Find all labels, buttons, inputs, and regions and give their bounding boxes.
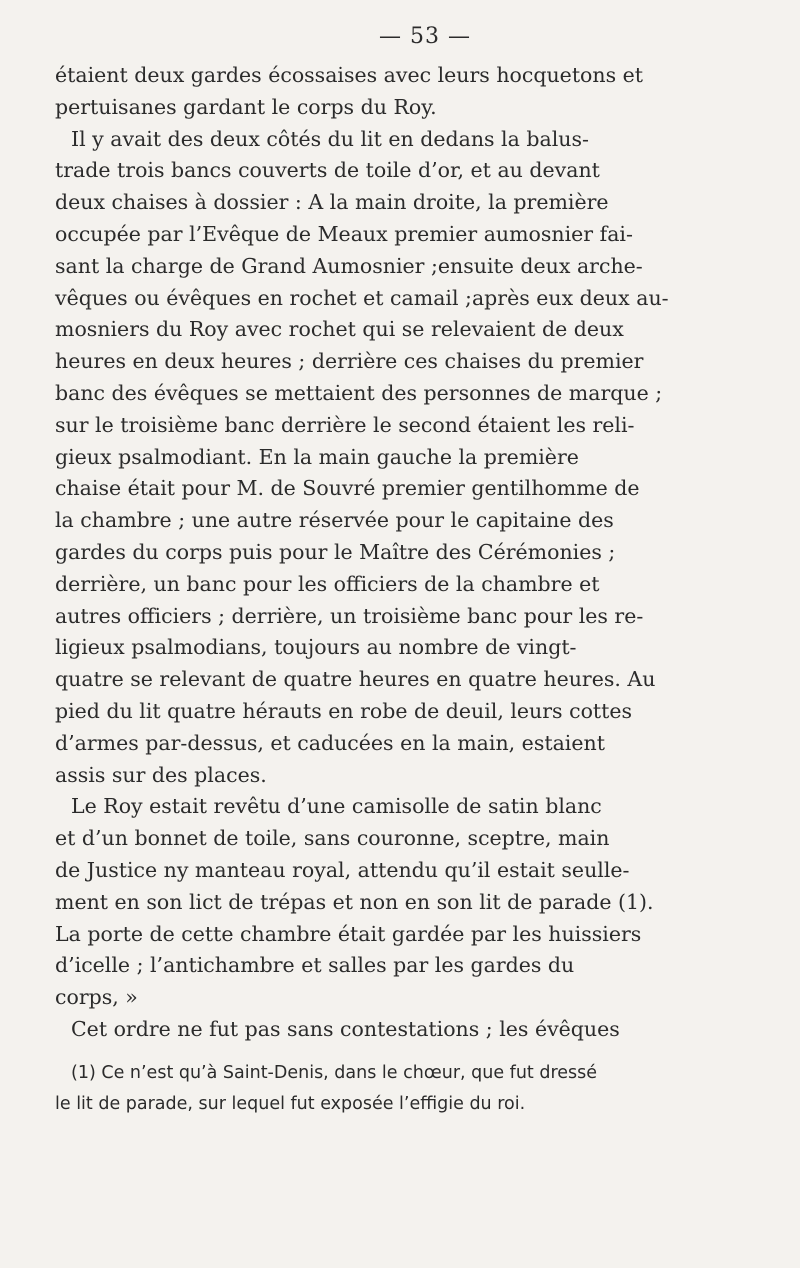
text-line: heures en deux heures ; derrière ces chaises du premier <box>55 349 644 374</box>
text-line: mosniers du Roy avec rochet qui se relevaient de deux <box>55 317 624 342</box>
footnote <box>55 1058 755 1120</box>
text-line: banc des évêques se mettaient des personnes de marque ; <box>55 380 663 405</box>
text-line: ment en son lict de trépas et non en son lit de parade (1). <box>55 889 654 914</box>
text-line: Cet ordre ne fut pas sans contestations ; les évêques <box>71 1016 620 1041</box>
book-page <box>55 22 755 1120</box>
text-line: pertuisanes gardant le corps du Roy. <box>55 94 437 119</box>
text-line: d’armes par-dessus, et caducées en la main, estaient <box>55 730 605 755</box>
footnote-line: (1) Ce n’est qu’à Saint-Denis, dans le chœur, que fut dressé <box>71 1062 598 1083</box>
text-line: occupée par l’Evêque de Meaux premier aumosnier fai- <box>55 221 633 246</box>
text-line: et d’un bonnet de toile, sans couronne, sceptre, main <box>55 826 610 851</box>
page-number: — 53 — <box>379 24 471 49</box>
text-line: chaise était pour M. de Souvré premier gentilhomme de <box>55 476 640 501</box>
text-line: Il y avait des deux côtés du lit en dedans la balus- <box>71 126 589 151</box>
text-line: d’icelle ; l’antichambre et salles par les gardes du <box>55 953 575 978</box>
text-line: derrière, un banc pour les officiers de la chambre et <box>55 571 600 596</box>
text-line: gardes du corps puis pour le Maître des Cérémonies ; <box>55 539 616 564</box>
text-line: sant la charge de Grand Aumosnier ;ensuite deux arche- <box>55 253 643 278</box>
text-line: vêques ou évêques en rochet et camail ;après eux deux au- <box>55 285 669 310</box>
text-line: sur le troisième banc derrière le second étaient les reli- <box>55 412 635 437</box>
text-line: trade trois bancs couverts de toile d’or, et au devant <box>55 158 600 183</box>
text-line: deux chaises à dossier : A la main droite, la première <box>55 190 609 215</box>
text-line: étaient deux gardes écossaises avec leurs hocquetons et <box>55 63 644 87</box>
text-line: autres officiers ; derrière, un troisième banc pour les re- <box>55 603 644 628</box>
text-line: de Justice ny manteau royal, attendu qu’il estait seulle- <box>55 857 630 882</box>
text-line: pied du lit quatre hérauts en robe de deuil, leurs cottes <box>55 698 633 723</box>
text-line: quatre se relevant de quatre heures en quatre heures. Au <box>55 667 656 692</box>
text-line: Le Roy estait revêtu d’une camisolle de satin blanc <box>71 794 602 819</box>
text-line: gieux psalmodiant. En la main gauche la première <box>55 444 579 469</box>
text-line: la chambre ; une autre réservée pour le capitaine des <box>55 508 614 533</box>
body-text <box>55 60 755 1046</box>
footnote-line: le lit de parade, sur lequel fut exposée l’effigie du roi. <box>55 1093 526 1114</box>
text-line: La porte de cette chambre était gardée par les huissiers <box>55 921 642 946</box>
text-line: ligieux psalmodians, toujours au nombre de vingt- <box>55 635 577 660</box>
text-line: assis sur des places. <box>55 762 267 787</box>
text-line: corps, » <box>55 985 138 1010</box>
